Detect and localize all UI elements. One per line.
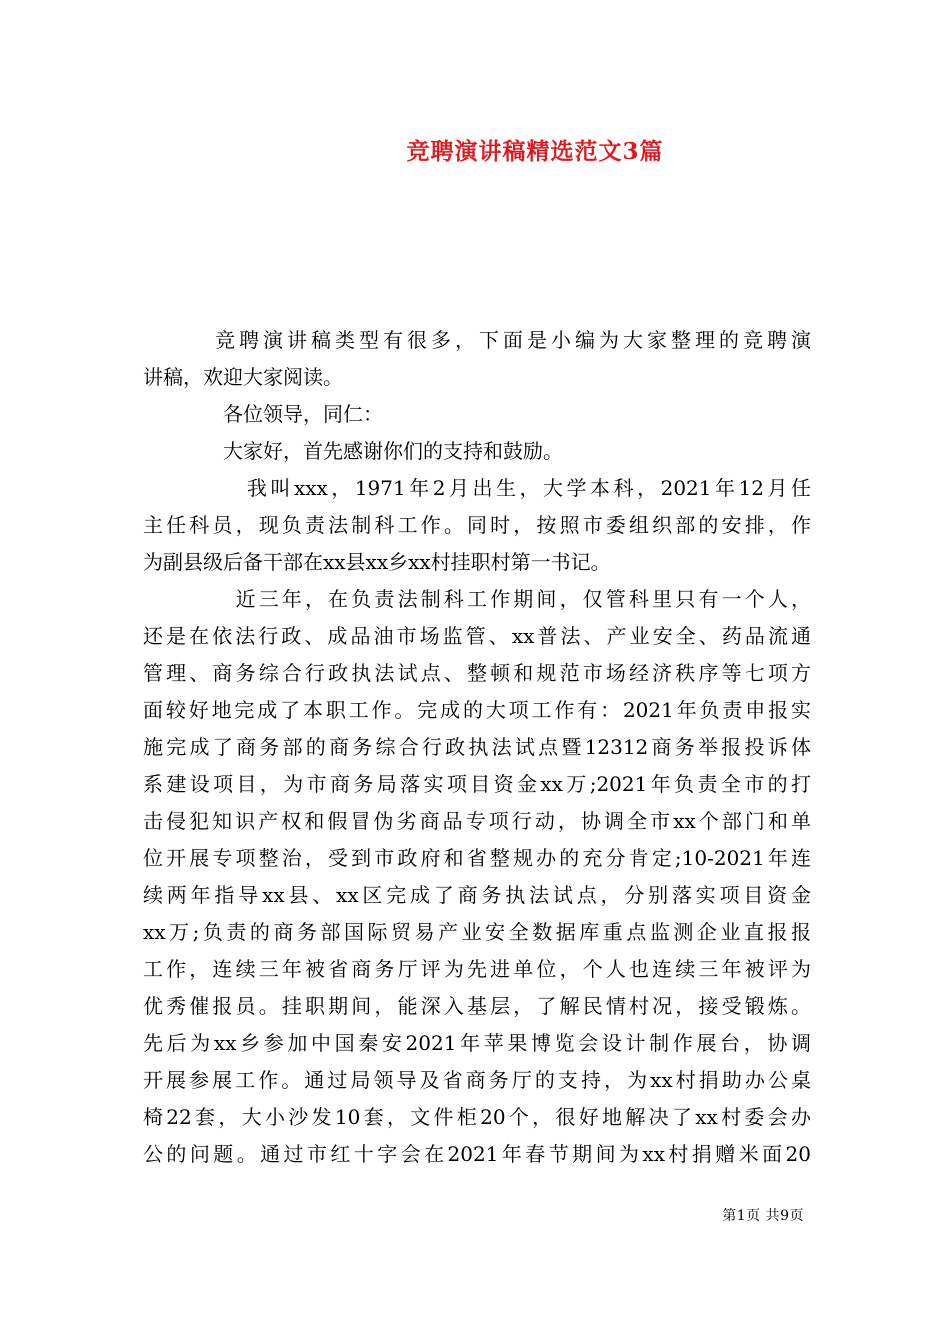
text-line: 面较好地完成了本职工作。完成的大项工作有：2021年负责申报实 — [143, 698, 811, 722]
text-line: xx万;负责的商务部国际贸易产业安全数据库重点监测企业直报报 — [143, 920, 811, 944]
text-line: 为副县级后备干部在xx县xx乡xx村挂职村第一书记。 — [143, 550, 611, 574]
page-number-footer: 第1页 共9页 — [722, 1208, 804, 1224]
text-line: 还是在依法行政、成品油市场监管、xx普法、产业安全、药品流通 — [143, 624, 811, 648]
text-line: 我叫xxx，1971年2月出生，大学本科，2021年12月任 — [143, 476, 811, 500]
text-line: 开展参展工作。通过局领导及省商务厅的支持，为xx村捐助办公桌 — [143, 1068, 811, 1092]
text-line: 系建设项目，为市商务局落实项目资金xx万;2021年负责全市的打 — [143, 772, 811, 796]
text-line: 工作，连续三年被省商务厅评为先进单位，个人也连续三年被评为 — [143, 957, 811, 981]
text-line: 管理、商务综合行政执法试点、整顿和规范市场经济秩序等七项方 — [143, 661, 811, 685]
text-line: 大家好，首先感谢你们的支持和鼓励。 — [143, 439, 563, 463]
text-line: 椅22套，大小沙发10套，文件柜20个，很好地解决了xx村委会办 — [143, 1105, 811, 1129]
text-line: 优秀催报员。挂职期间，能深入基层，了解民情村况，接受锻炼。 — [143, 994, 811, 1018]
paragraph-salutation — [143, 396, 811, 433]
text-line: 竞聘演讲稿类型有很多，下面是小编为大家整理的竞聘演 — [143, 328, 811, 352]
text-line: 讲稿，欢迎大家阅读。 — [143, 365, 343, 389]
text-line: 击侵犯知识产权和假冒伪劣商品专项行动，协调全市xx个部门和单 — [143, 809, 811, 833]
text-line: 先后为xx乡参加中国秦安2021年苹果博览会设计制作展台，协调 — [143, 1031, 811, 1055]
text-line: 各位领导，同仁： — [143, 402, 383, 426]
text-line: 位开展专项整治，受到市政府和省整规办的充分肯定;10-2021年连 — [143, 846, 811, 870]
paragraph-achievements — [143, 581, 811, 1173]
text-line: 主任科员，现负责法制科工作。同时，按照市委组织部的安排，作 — [143, 513, 811, 537]
text-line: 公的问题。通过市红十字会在2021年春节期间为xx村捐赠米面20 — [143, 1142, 811, 1166]
text-line: 施完成了商务部的商务综合行政执法试点暨12312商务举报投诉体 — [143, 735, 811, 759]
document-title: 竞聘演讲稿精选范文3篇 — [406, 138, 664, 165]
text-line: 续两年指导xx县、xx区完成了商务执法试点，分别落实项目资金 — [143, 883, 811, 907]
paragraph-intro — [143, 322, 811, 396]
paragraph-self-intro — [143, 470, 811, 581]
paragraph-greeting — [143, 433, 811, 470]
text-line: 近三年，在负责法制科工作期间，仅管科里只有一个人， — [143, 587, 811, 611]
